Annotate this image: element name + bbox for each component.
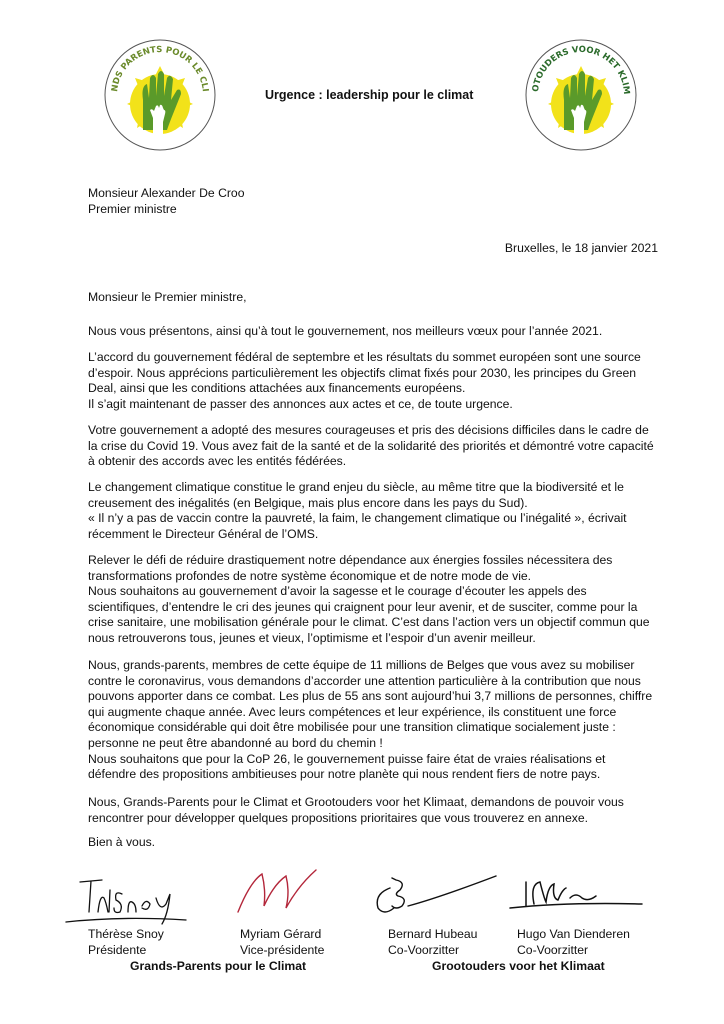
paragraph-line: scientifiques, d’entendre le cri des jeunes qui craignent pour leur avenir, et de susciter, comme pour la xyxy=(88,599,638,614)
paragraph-line: qui augmente chaque année. Avec leurs compétences et leur expérience, ils constituent une force xyxy=(88,704,617,719)
paragraph-line: récemment le Directeur Général de l’OMS. xyxy=(88,526,319,541)
paragraph-3 xyxy=(88,423,654,470)
organization-left: Grands-Parents pour le Climat xyxy=(130,959,307,973)
paragraph-line: contre le coronavirus, vous demandons d’accorder une attention particulière à la contribution que nous xyxy=(88,673,641,688)
recipient-name: Monsieur Alexander De Croo xyxy=(88,186,245,200)
signatory-role: Co-Voorzitter xyxy=(517,943,589,957)
paragraph-line: Nous souhaitons au gouvernement d’avoir la sagesse et le courage d’écouter les appels des xyxy=(88,584,587,599)
paragraph-line: Il s’agit maintenant de passer des annonces aux actes et ce, de toute urgence. xyxy=(88,396,513,411)
paragraph-line: Votre gouvernement a adopté des mesures courageuses et pris des décisions difficiles dans le cadre de xyxy=(88,423,649,437)
paragraph-line: Nous vous présentons, ainsi qu’à tout le gouvernement, nos meilleurs vœux pour l’année 2021. xyxy=(88,324,603,338)
place-date: Bruxelles, le 18 janvier 2021 xyxy=(504,241,658,255)
paragraph-6 xyxy=(88,658,653,783)
paragraph-2 xyxy=(88,350,648,412)
svg-text:GROOTOUDERS VOOR HET KLIMAAT: OTOUDERS VOOR HET KLIM xyxy=(531,44,632,95)
paragraph-5 xyxy=(88,553,648,647)
paragraph-line: rencontrer pour développer quelques propositions prioritaires que vous trouverez en annexe. xyxy=(88,810,588,825)
paragraph-line: nous retrouverons tous, jeunes et vieux, l’optimisme et l’espoir d’un avenir meilleur. xyxy=(88,630,536,645)
signature-snoy xyxy=(62,868,192,928)
paragraph-line: « Il n’y a pas de vaccin contre la pauvreté, la faim, le changement climatique ou l’inégalité », écrivait xyxy=(88,511,627,526)
paragraph-line: Relever le défi de réduire drastiquement notre dépendance aux énergies fossiles nécessitera des xyxy=(88,553,613,567)
svg-text:GRANDS PARENTS POUR LE CLIMAT: NDS PARENTS POUR LE CLI xyxy=(110,44,210,93)
paragraph-7 xyxy=(88,795,648,826)
signatory-role: Vice-présidente xyxy=(240,943,325,957)
grands-parents-logo xyxy=(103,38,217,152)
signatory-name: Bernard Hubeau xyxy=(388,927,478,941)
paragraph-line: L’accord du gouvernement fédéral de septembre et les résultats du sommet européen sont une source xyxy=(88,350,641,364)
salutation: Monsieur le Premier ministre, xyxy=(88,290,247,304)
signature-van-dienderen xyxy=(506,868,646,924)
signatory-name: Thérèse Snoy xyxy=(88,927,164,941)
signatory-role: Présidente xyxy=(88,943,147,957)
paragraph-line: d’espoir. Nous apprécions particulièrement les objectifs climat fixés pour 2030, les principes du Green xyxy=(88,365,637,380)
recipient-role: Premier ministre xyxy=(88,202,177,216)
paragraph-line: défendre des propositions ambitieuses pour notre planète qui nous rendent fiers de notre pays. xyxy=(88,767,601,782)
organization-right: Grootouders voor het Klimaat xyxy=(432,959,605,973)
paragraph-line: Le changement climatique constitue le grand enjeu du siècle, au même titre que la biodiversité et le xyxy=(88,480,624,494)
paragraph-line: la crise du Covid 19. Vous avez fait de la santé et de la solidarité des priorités et démontré votre capacité xyxy=(88,438,654,453)
paragraph-line: Nous, Grands-Parents pour le Climat et Grootouders voor het Klimaat, demandons de pouvoir vous xyxy=(88,795,624,809)
paragraph-line: personne ne peut être abandonné au bord du chemin ! xyxy=(88,735,383,750)
paragraph-line: Nous, grands-parents, membres de cette équipe de 11 millions de Belges que vous avez su mobiliser xyxy=(88,658,635,672)
paragraph-line: creusement des inégalités (en Belgique, mais plus encore dans les pays du Sud). xyxy=(88,495,528,510)
signatory-name: Hugo Van Dienderen xyxy=(517,927,630,941)
closing: Bien à vous. xyxy=(88,835,156,849)
paragraph-line: à obtenir des accords avec les entités fédérées. xyxy=(88,454,347,469)
letter-title: Urgence : leadership pour le climat xyxy=(265,88,474,102)
paragraph-4 xyxy=(88,480,648,542)
paragraph-line: Nous souhaitons que pour la CoP 26, le gouvernement puisse faire état de vraies réalisations et xyxy=(88,751,606,766)
paragraph-line: Deal, ainsi que les conditions attachées aux financements européens. xyxy=(88,381,466,396)
paragraph-line: transformations profondes de notre système économique et de notre mode de vie. xyxy=(88,568,532,583)
signatory-name: Myriam Gérard xyxy=(240,927,322,941)
paragraph-1 xyxy=(88,324,648,340)
paragraph-line: économique considérable qui doit être mobilisée pour une transition climatique socialement juste : xyxy=(88,720,616,735)
signature-gerard xyxy=(232,862,322,922)
grootouders-logo xyxy=(524,38,638,152)
paragraph-line: crise sanitaire, une mobilisation générale pour le climat. C’est dans l’action vers un objectif commun que xyxy=(88,615,650,630)
signatory-role: Co-Voorzitter xyxy=(388,943,460,957)
paragraph-line: pouvons apporter dans ce combat. Les plus de 55 ans sont aujourd’hui 3,7 millions de personnes, chiffre xyxy=(88,689,653,704)
signature-hubeau xyxy=(368,868,498,924)
